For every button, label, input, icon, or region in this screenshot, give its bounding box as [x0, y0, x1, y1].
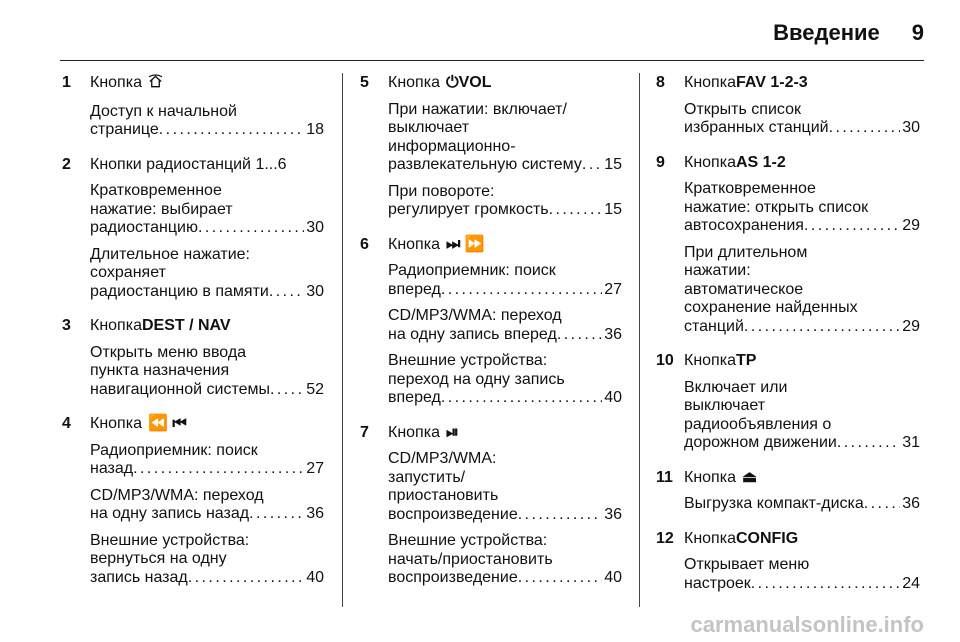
page-ref[interactable]: 30 [902, 119, 920, 136]
column-divider-1 [342, 73, 343, 607]
text-line: станций [684, 317, 744, 335]
button-name: VOL [458, 74, 492, 91]
button-name: AS 1-2 [735, 153, 786, 171]
text-line: навигационной системы [90, 380, 270, 398]
page-ref[interactable]: 31 [902, 434, 920, 451]
text-line: CD/MP3/WMA: переход [388, 307, 562, 324]
text-line: Включает или [684, 378, 788, 396]
item-number: 3 [62, 317, 71, 334]
item-number: 6 [360, 235, 369, 253]
page-ref[interactable]: 29 [902, 317, 920, 335]
text-line: переход на одну запись [388, 370, 565, 388]
item-6 [360, 236, 622, 416]
page-ref[interactable]: 24 [902, 574, 920, 592]
text-line: вернуться на одну [90, 550, 227, 567]
text-line: нажатие: выбирает [90, 200, 233, 218]
text-line: сохранение найденных [684, 299, 858, 316]
text-line: настроек [684, 574, 751, 592]
text-line: развлекательную систему [388, 156, 582, 173]
page-ref[interactable]: 15 [604, 201, 622, 218]
text-line: на одну запись назад [90, 505, 250, 522]
text-line: нажатии: [684, 262, 751, 279]
text-line: начать/приостановить [388, 550, 553, 568]
text-line: CD/MP3/WMA: [388, 450, 497, 467]
item-number: 1 [62, 74, 71, 91]
item-10 [656, 352, 920, 461]
item-number: 2 [62, 155, 71, 173]
item-11 [656, 469, 920, 522]
page-ref[interactable]: 27 [604, 280, 622, 298]
text-line: назад [90, 460, 134, 477]
text-line: CD/MP3/WMA: переход [90, 486, 264, 504]
page-ref[interactable]: 36 [604, 325, 622, 343]
column-2 [360, 74, 622, 604]
page-ref[interactable]: 36 [902, 495, 920, 512]
text-line: воспроизведение [388, 569, 518, 586]
item-number: 12 [656, 529, 674, 547]
rewind-skip-back-icon: ⏪ ⏮ [147, 415, 187, 432]
text-line: вперед [388, 280, 441, 298]
item-8 [656, 74, 920, 146]
text-line: нажатие: открыть список [684, 198, 869, 216]
item-number: 9 [656, 153, 665, 171]
item-4 [62, 415, 324, 595]
text-line: Открывает меню [684, 556, 810, 573]
item-label: Кнопки радиостанций 1...6 [90, 155, 287, 173]
text-line: Открыть меню ввода [90, 343, 247, 361]
eject-icon: ⏏ [741, 468, 758, 486]
text-line: При длительном [684, 243, 808, 261]
item-5 [360, 74, 622, 228]
item-number: 11 [656, 468, 673, 486]
page-number: 9 [911, 20, 924, 45]
text-line: радиообъявления о [684, 415, 832, 433]
button-name: TP [735, 352, 757, 369]
text-line: автоматическое [684, 280, 804, 298]
page-ref[interactable]: 27 [306, 460, 324, 477]
column-1 [62, 74, 324, 603]
item-label: Кнопка [684, 468, 736, 486]
item-label: Кнопка [684, 529, 736, 547]
text-line: Доступ к начальной [90, 102, 237, 120]
text-line: пункта назначения [90, 362, 230, 379]
page-header [773, 20, 924, 46]
button-name: FAV 1-2-3 [735, 74, 808, 91]
item-label: Кнопка [388, 74, 440, 91]
watermark: carmanualsonline.info [690, 612, 924, 637]
text-line: Кратковременное [684, 180, 816, 197]
text-line: выключает [388, 119, 470, 136]
item-label: Кнопка [90, 74, 142, 91]
text-line: радиостанцию в памяти [90, 282, 269, 300]
item-label: Кнопка [684, 74, 736, 91]
text-line: сохраняет [90, 264, 166, 281]
text-line: При нажатии: включает/ [388, 100, 567, 118]
item-number: 5 [360, 74, 369, 91]
item-number: 8 [656, 74, 665, 91]
text-line: Внешние устройства: [388, 352, 548, 369]
text-line: приостановить [388, 487, 499, 504]
text-line: вперед [388, 389, 441, 406]
item-9 [656, 154, 920, 345]
text-line: Длительное нажатие: [90, 245, 250, 263]
power-icon: ⏻ [445, 74, 459, 91]
button-name: CONFIG [735, 529, 799, 547]
text-line: дорожном движении [684, 434, 837, 451]
item-3 [62, 317, 324, 407]
page-ref[interactable]: 40 [306, 568, 324, 586]
text-line: на одну запись вперед [388, 325, 557, 343]
text-line: Радиоприемник: поиск [90, 441, 258, 459]
text-line: воспроизведение [388, 505, 518, 523]
item-label: Кнопка [684, 153, 736, 171]
text-line: запустить/ [388, 468, 466, 486]
item-number: 10 [656, 352, 674, 369]
column-3 [656, 74, 920, 609]
page-ref[interactable]: 40 [604, 389, 622, 406]
item-label: Кнопка [388, 235, 440, 253]
item-label: Кнопка [90, 415, 142, 432]
text-line: информационно- [388, 137, 516, 155]
home-icon [148, 74, 163, 95]
item-label: Кнопка [90, 317, 142, 334]
text-line: Кратковременное [90, 182, 222, 199]
page-ref[interactable]: 15 [604, 156, 622, 173]
text-line: При повороте: [388, 182, 495, 200]
text-line: Выгрузка компакт-диска [684, 495, 864, 512]
text-line: автосохранения [684, 217, 804, 234]
page-ref[interactable]: 18 [306, 121, 324, 138]
column-divider-2 [639, 73, 640, 607]
item-7 [360, 424, 622, 596]
page-ref[interactable]: 29 [902, 217, 920, 234]
text-line: регулирует громкость [388, 201, 549, 218]
page-ref[interactable]: 40 [604, 569, 622, 586]
page-ref[interactable]: 52 [306, 380, 324, 398]
text-line: Радиоприемник: поиск [388, 262, 556, 279]
text-line: избранных станций [684, 119, 829, 136]
text-line: Открыть список [684, 100, 801, 118]
item-label: Кнопка [684, 352, 736, 369]
page-ref[interactable]: 30 [306, 219, 324, 236]
item-1 [62, 74, 324, 148]
item-label: Кнопка [388, 423, 440, 441]
page-ref[interactable]: 36 [306, 505, 324, 522]
item-12 [656, 530, 920, 602]
text-line: выключает [684, 397, 766, 414]
skip-forward-fast-forward-icon: ⏭ ⏩ [445, 235, 485, 253]
item-number: 7 [360, 423, 369, 441]
text-line: Внешние устройства: [388, 532, 548, 549]
item-2 [62, 156, 324, 310]
item-number: 4 [62, 415, 71, 432]
text-line: странице [90, 121, 159, 138]
page-title: Введение [773, 20, 880, 45]
text-line: радиостанцию [90, 219, 198, 236]
page-ref[interactable]: 36 [604, 505, 622, 523]
button-name: DEST / NAV [141, 317, 231, 334]
play-pause-icon: ⏯ [445, 423, 459, 441]
text-line: запись назад [90, 568, 188, 586]
header-rule [60, 60, 924, 61]
text-line: Внешние устройства: [90, 531, 250, 549]
page-ref[interactable]: 30 [306, 282, 324, 300]
